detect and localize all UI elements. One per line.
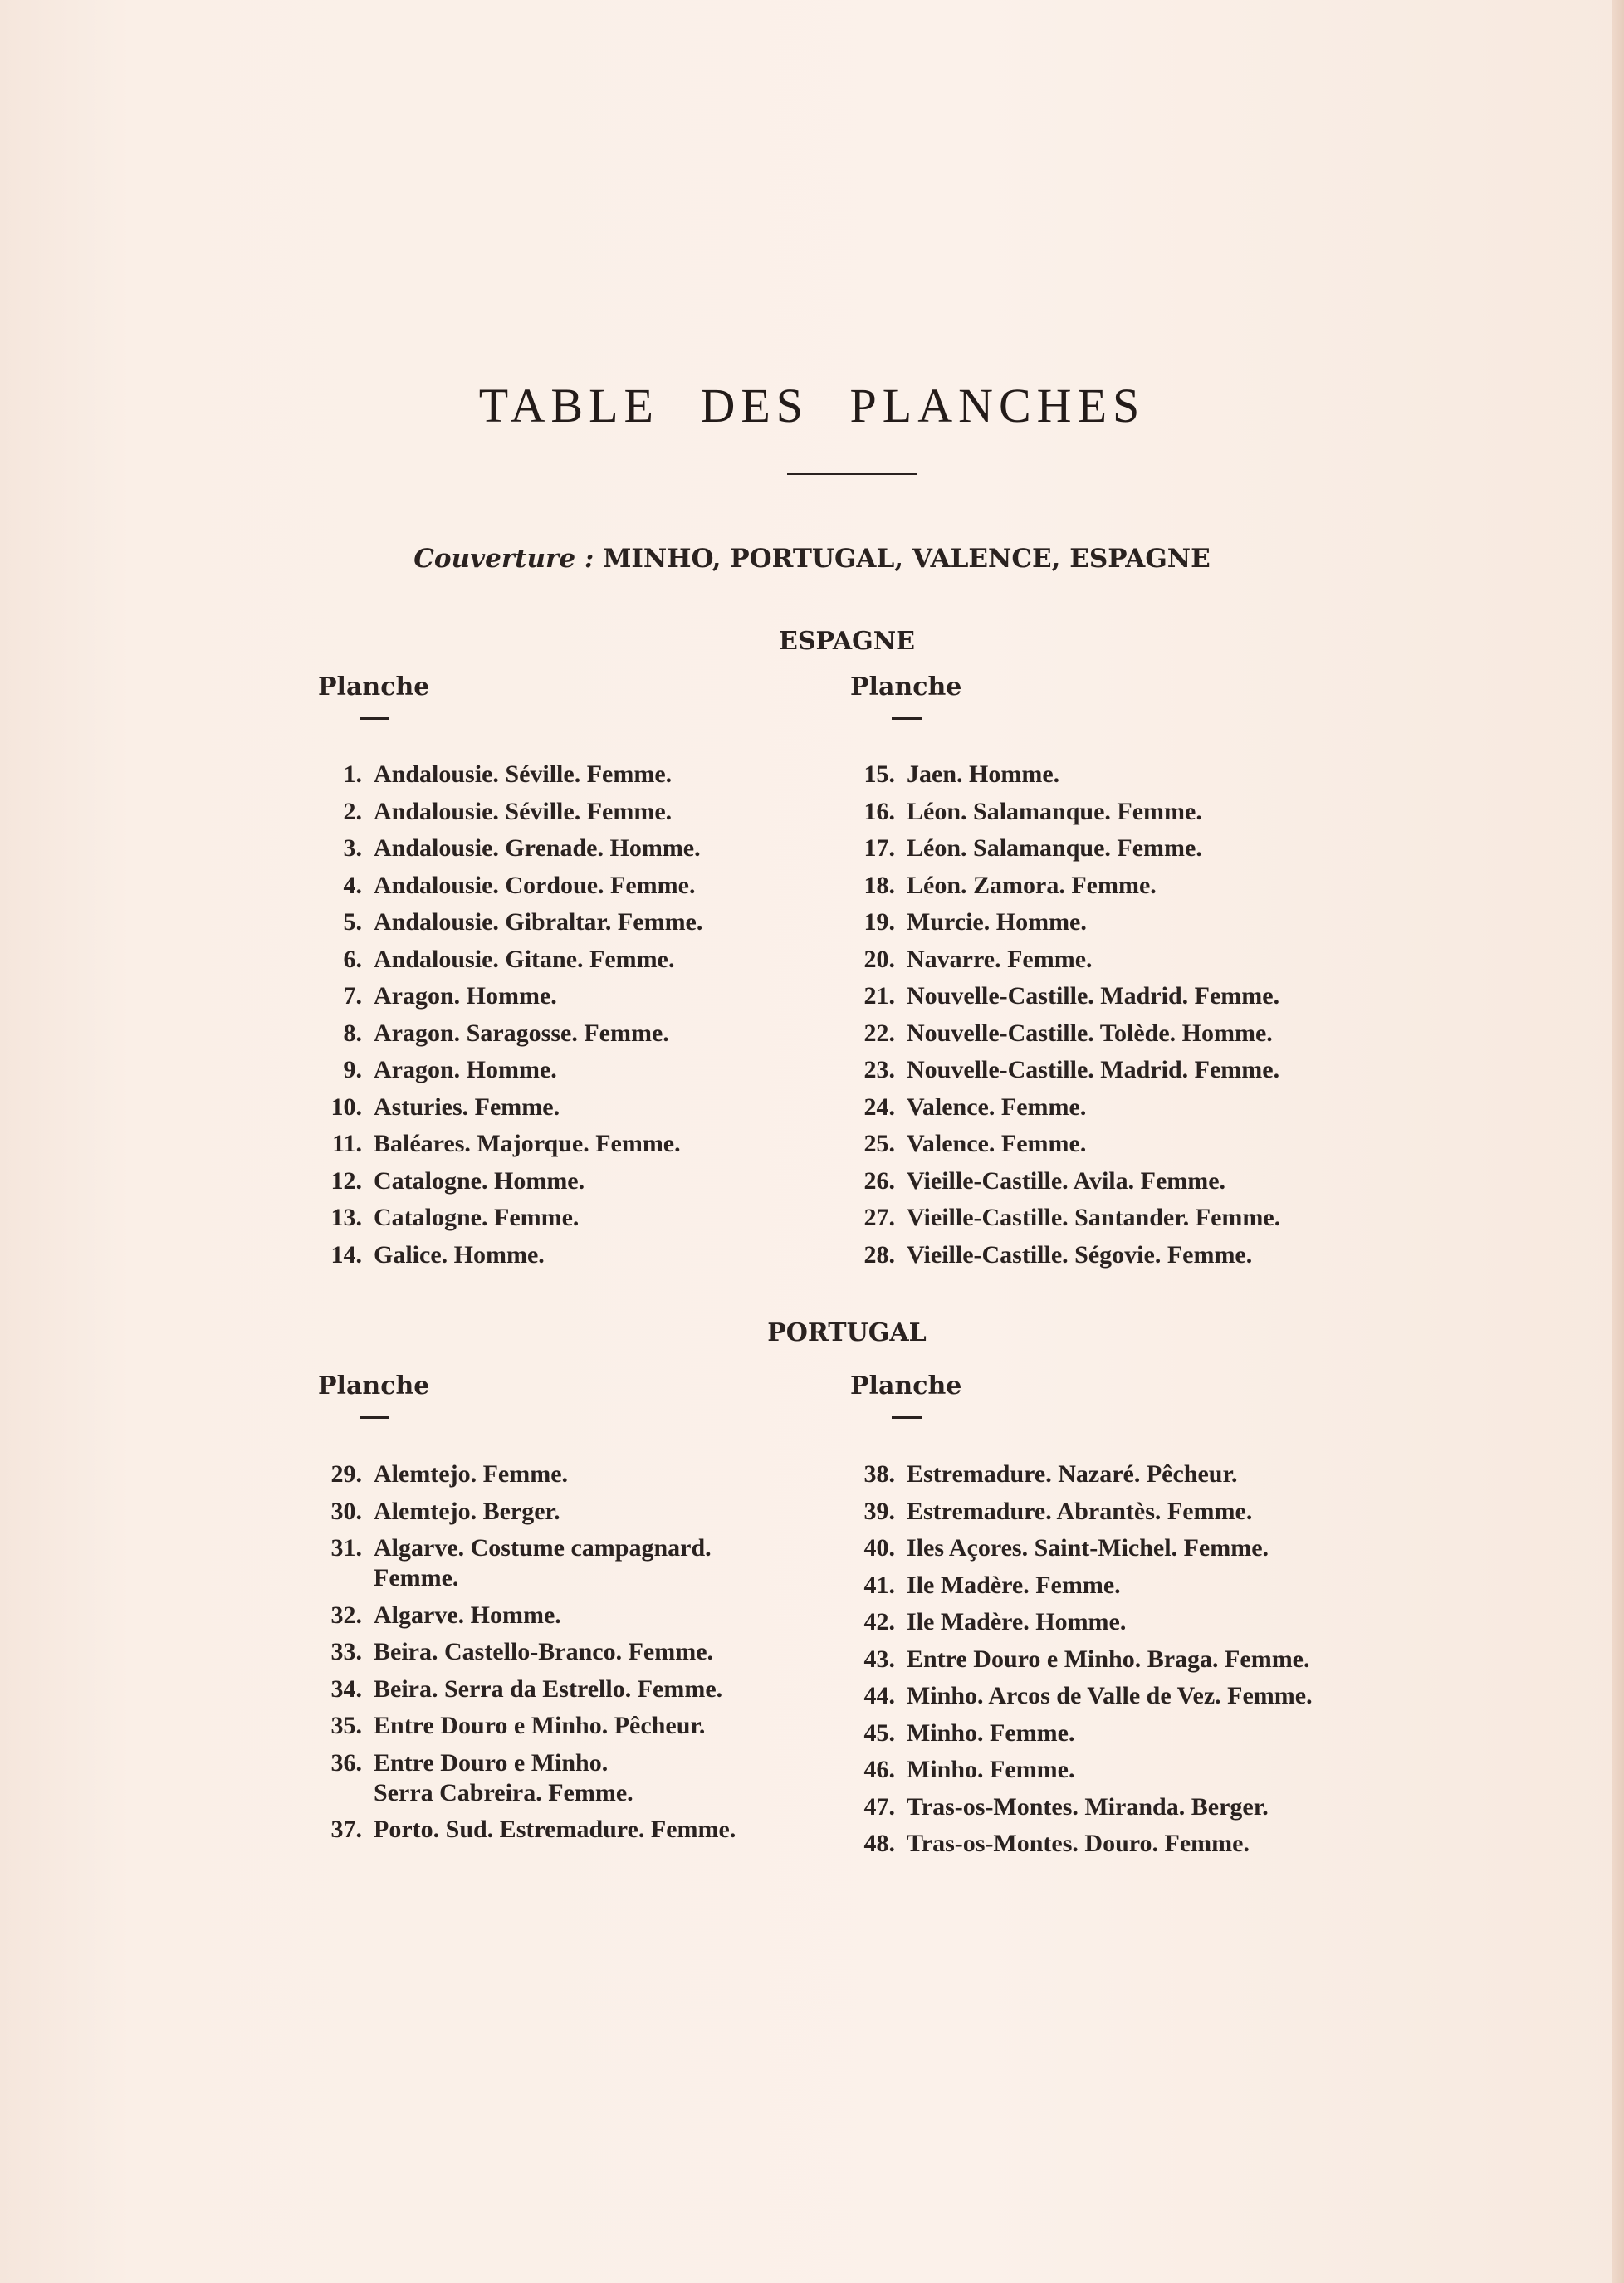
page-title: TABLE DES PLANCHES — [478, 379, 1146, 433]
plate-number: 13. — [330, 1204, 362, 1231]
plate-title: Andalousie. Séville. Femme. — [374, 797, 673, 825]
plate-title: Beira. Castello-Branco. Femme. — [374, 1638, 714, 1665]
list-item — [307, 1748, 736, 1808]
list-item — [307, 1674, 736, 1704]
list-item — [840, 907, 1280, 937]
list-item — [840, 1755, 1313, 1785]
list-item — [840, 1645, 1313, 1674]
list-item — [307, 760, 702, 790]
plate-number: 38. — [863, 1460, 895, 1488]
plate-title: Aragon. Saragosse. Femme. — [374, 1019, 669, 1047]
plate-title: Asturies. Femme. — [374, 1093, 560, 1121]
plate-title: Estremadure. Abrantès. Femme. — [907, 1497, 1253, 1525]
plate-number: 15. — [863, 760, 895, 788]
plate-title: Vieille-Castille. Ségovie. Femme. — [907, 1240, 1253, 1269]
plate-number: 45. — [863, 1718, 895, 1747]
list-item — [840, 1792, 1313, 1822]
plate-number: 16. — [863, 797, 895, 825]
list-item — [307, 1533, 736, 1593]
list-item — [307, 1055, 702, 1085]
plate-title: Estremadure. Nazaré. Pêcheur. — [907, 1460, 1238, 1488]
plate-number: 17. — [863, 834, 895, 862]
portugal-right-col-dash — [892, 1416, 922, 1419]
list-item — [307, 1637, 736, 1667]
plate-number: 27. — [863, 1204, 895, 1231]
espagne-right-col-header: Planche — [850, 672, 962, 702]
plate-title: Andalousie. Gibraltar. Femme. — [374, 908, 703, 936]
plate-number: 24. — [863, 1093, 895, 1121]
plate-number: 37. — [330, 1816, 362, 1843]
plate-title: Ile Madère. Homme. — [907, 1608, 1127, 1635]
plate-title: Andalousie. Cordoue. Femme. — [374, 871, 696, 899]
plate-number: 25. — [863, 1130, 895, 1157]
plate-number: 46. — [863, 1756, 895, 1783]
espagne-right-col-dash — [892, 717, 922, 720]
plate-title: Minho. Femme. — [907, 1756, 1075, 1783]
espagne-left-list — [307, 760, 702, 1277]
title-rule — [787, 473, 917, 475]
plate-title: Entre Douro e Minho. Braga. Femme. — [907, 1645, 1310, 1673]
plate-title: Andalousie. Grenade. Homme. — [374, 834, 701, 862]
plate-number: 9. — [343, 1056, 362, 1083]
plate-title: Iles Açores. Saint-Michel. Femme. — [907, 1534, 1269, 1562]
list-item — [840, 1203, 1280, 1233]
plate-number: 18. — [863, 871, 895, 899]
plate-number: 5. — [343, 908, 362, 936]
plate-number: 8. — [343, 1019, 362, 1047]
list-item — [840, 1681, 1313, 1711]
cover-line — [0, 544, 1624, 574]
list-item — [307, 1459, 736, 1489]
plate-title: Nouvelle-Castille. Madrid. Femme. — [907, 982, 1280, 1010]
plate-title: Valence. Femme. — [907, 1130, 1087, 1157]
list-item — [840, 1607, 1313, 1637]
section-title-espagne: ESPAGNE — [778, 627, 916, 656]
plate-number: 7. — [343, 982, 362, 1010]
plate-number: 2. — [343, 797, 362, 825]
plate-title: Andalousie. Gitane. Femme. — [374, 945, 675, 973]
plate-title: Porto. Sud. Estremadure. Femme. — [374, 1816, 736, 1843]
list-item — [840, 1129, 1280, 1159]
plate-number: 20. — [863, 945, 895, 973]
plate-number: 6. — [343, 945, 362, 973]
plate-title: Vieille-Castille. Santander. Femme. — [907, 1204, 1281, 1231]
list-item — [307, 945, 702, 975]
plate-title: Vieille-Castille. Avila. Femme. — [907, 1166, 1226, 1195]
list-item — [840, 1166, 1280, 1196]
plate-number: 30. — [330, 1497, 362, 1525]
plate-title: Alemtejo. Berger. — [374, 1497, 560, 1525]
plate-title: Léon. Zamora. Femme. — [907, 871, 1157, 899]
list-item — [307, 981, 702, 1011]
list-item — [840, 1055, 1280, 1085]
plate-number: 28. — [863, 1240, 895, 1269]
plate-title: Minho. Arcos de Valle de Vez. Femme. — [907, 1682, 1313, 1709]
list-item — [840, 1718, 1313, 1748]
plate-title: Andalousie. Séville. Femme. — [374, 760, 673, 788]
plate-number: 29. — [330, 1460, 362, 1488]
plate-number: 14. — [330, 1240, 362, 1269]
plate-title: Catalogne. Femme. — [374, 1204, 580, 1231]
list-item — [840, 1240, 1280, 1270]
list-item — [840, 1571, 1313, 1601]
plate-number: 32. — [330, 1601, 362, 1629]
plate-title: Aragon. Homme. — [374, 982, 557, 1010]
plate-number: 34. — [330, 1674, 362, 1703]
list-item — [307, 1601, 736, 1630]
list-item — [840, 834, 1280, 863]
list-item — [307, 907, 702, 937]
list-item — [307, 1497, 736, 1527]
plate-title: Catalogne. Homme. — [374, 1166, 585, 1195]
plate-number: 40. — [863, 1534, 895, 1562]
plate-title: Baléares. Majorque. Femme. — [374, 1130, 681, 1157]
plate-title: Nouvelle-Castille. Madrid. Femme. — [907, 1056, 1280, 1083]
plate-number: 41. — [863, 1571, 895, 1599]
plate-number: 26. — [863, 1166, 895, 1195]
portugal-left-col-header: Planche — [318, 1371, 430, 1401]
list-item — [840, 1093, 1280, 1122]
plate-number: 11. — [332, 1130, 362, 1157]
plate-number: 42. — [863, 1608, 895, 1635]
plate-number: 1. — [343, 760, 362, 788]
plate-title: Nouvelle-Castille. Tolède. Homme. — [907, 1019, 1273, 1047]
list-item — [840, 797, 1280, 827]
plate-number: 19. — [863, 908, 895, 936]
plate-number: 12. — [330, 1166, 362, 1195]
portugal-left-col-dash — [360, 1416, 389, 1419]
portugal-right-col-header: Planche — [850, 1371, 962, 1401]
portugal-right-list — [840, 1459, 1313, 1866]
plate-number: 39. — [863, 1497, 895, 1525]
list-item — [307, 797, 702, 827]
plate-title: Léon. Salamanque. Femme. — [907, 834, 1202, 862]
plate-title: Entre Douro e Minho. Pêcheur. — [374, 1712, 706, 1739]
plate-number: 23. — [863, 1056, 895, 1083]
espagne-left-col-header: Planche — [318, 672, 430, 702]
plate-number: 10. — [330, 1093, 362, 1121]
plate-title: Navarre. Femme. — [907, 945, 1093, 973]
list-item — [307, 1203, 702, 1233]
plate-title: Valence. Femme. — [907, 1093, 1087, 1121]
list-item — [307, 1711, 736, 1741]
plate-number: 33. — [330, 1638, 362, 1665]
plate-title: Aragon. Homme. — [374, 1056, 557, 1083]
plate-title: Tras-os-Montes. Miranda. Berger. — [907, 1792, 1269, 1821]
plate-number: 43. — [863, 1645, 895, 1673]
plate-title: Entre Douro e Minho. Serra Cabreira. Femme. — [374, 1748, 633, 1806]
list-item — [307, 1166, 702, 1196]
plate-number: 3. — [343, 834, 362, 862]
plate-number: 22. — [863, 1019, 895, 1047]
plate-title: Alemtejo. Femme. — [374, 1460, 569, 1488]
plate-number: 4. — [343, 871, 362, 899]
plate-title: Jaen. Homme. — [907, 760, 1060, 788]
page-edge — [1612, 0, 1624, 2283]
plate-number: 48. — [863, 1830, 895, 1857]
list-item — [307, 834, 702, 863]
list-item — [840, 760, 1280, 790]
list-item — [307, 1240, 702, 1270]
plate-title: Algarve. Homme. — [374, 1601, 561, 1629]
plate-number: 31. — [330, 1534, 362, 1562]
plate-number: 47. — [863, 1792, 895, 1821]
plate-title: Minho. Femme. — [907, 1718, 1075, 1747]
espagne-right-list — [840, 760, 1280, 1277]
portugal-left-list — [307, 1459, 736, 1852]
list-item — [307, 1815, 736, 1845]
list-item — [840, 1497, 1313, 1527]
plate-title: Beira. Serra da Estrello. Femme. — [374, 1674, 723, 1703]
plate-number: 36. — [330, 1748, 362, 1777]
list-item — [307, 1019, 702, 1049]
plate-title: Galice. Homme. — [374, 1240, 545, 1269]
plate-title: Tras-os-Montes. Douro. Femme. — [907, 1830, 1250, 1857]
cover-text: MINHO, PORTUGAL, VALENCE, ESPAGNE — [603, 544, 1211, 574]
list-item — [840, 1533, 1313, 1563]
list-item — [307, 1129, 702, 1159]
list-item — [840, 871, 1280, 901]
espagne-left-col-dash — [360, 717, 389, 720]
plate-title: Algarve. Costume campagnard. Femme. — [374, 1534, 712, 1591]
plate-title: Léon. Salamanque. Femme. — [907, 797, 1202, 825]
list-item — [307, 1093, 702, 1122]
plate-number: 44. — [863, 1682, 895, 1709]
list-item — [840, 1829, 1313, 1859]
cover-label: Couverture : — [413, 544, 594, 574]
list-item — [840, 945, 1280, 975]
list-item — [840, 1459, 1313, 1489]
plate-number: 21. — [863, 982, 895, 1010]
plate-number: 35. — [330, 1712, 362, 1739]
section-title-portugal: PORTUGAL — [767, 1318, 927, 1347]
list-item — [840, 1019, 1280, 1049]
plate-title: Ile Madère. Femme. — [907, 1571, 1121, 1599]
list-item — [840, 981, 1280, 1011]
list-item — [307, 871, 702, 901]
plate-title: Murcie. Homme. — [907, 908, 1087, 936]
